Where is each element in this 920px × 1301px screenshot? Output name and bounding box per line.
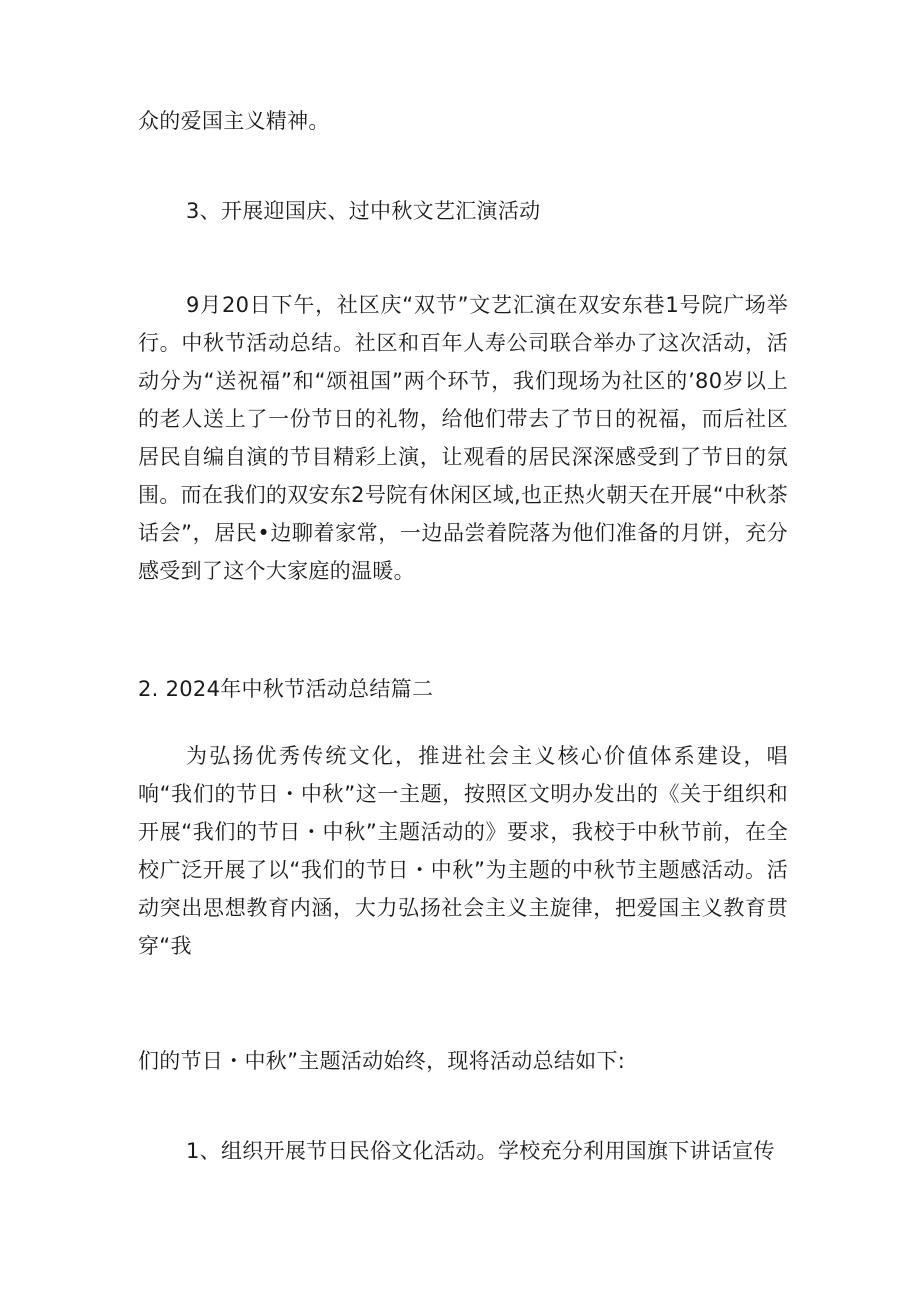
item-heading-3: 3、开展迎国庆、过中秋文艺汇演活动 [186,199,541,223]
paragraph-event-description: 9月20日下午，社区庆“双节”文艺汇演在双安东巷1号院广场举行。中秋节活动总结。社区和百年人寿公司联合举办了这次活动，活动分为“送祝福”和“颂祖国”两个环节，我们现场为社区的’80岁以上的老人送上了一份节日的礼物，给他们带去了节日的祝福，而后社区居民自编自演的节目精彩上演，让观看的居民深深感受到了节日的氛围。而在我们的双安东2号院有休闲区域,也正热火朝天在开展“中秋茶话会”，居民•边聊着家常，一边品尝着院落为他们准备的月饼，充分感受到了这个大家庭的温暖。 [138,293,788,583]
list-item-1: 1、组织开展节日民俗文化活动。学校充分利用国旗下讲话宣传 [186,1139,775,1163]
paragraph-continuation-line: 们的节日・中秋”主题活动始终，现将活动总结如下: [138,1049,626,1073]
paragraph-intro: 为弘扬优秀传统文化，推进社会主义核心价值体系建设，唱响“我们的节日・中秋”这一主题，按照区文明办发出的《关于组织和开展“我们的节日・中秋”主题活动的》要求，我校于中秋节前，在全校广泛开展了以“我们的节日・中秋”为主题的中秋节主题感活动。活动突出思想教育内涵，大力弘扬社会主义主旋律，把爱国主义教育贯穿“我 [138,744,788,958]
paragraph-tail-line: 众的爱国主义精神。 [138,109,330,133]
section-title: 2. 2024年中秋节活动总结篇二 [138,677,434,701]
